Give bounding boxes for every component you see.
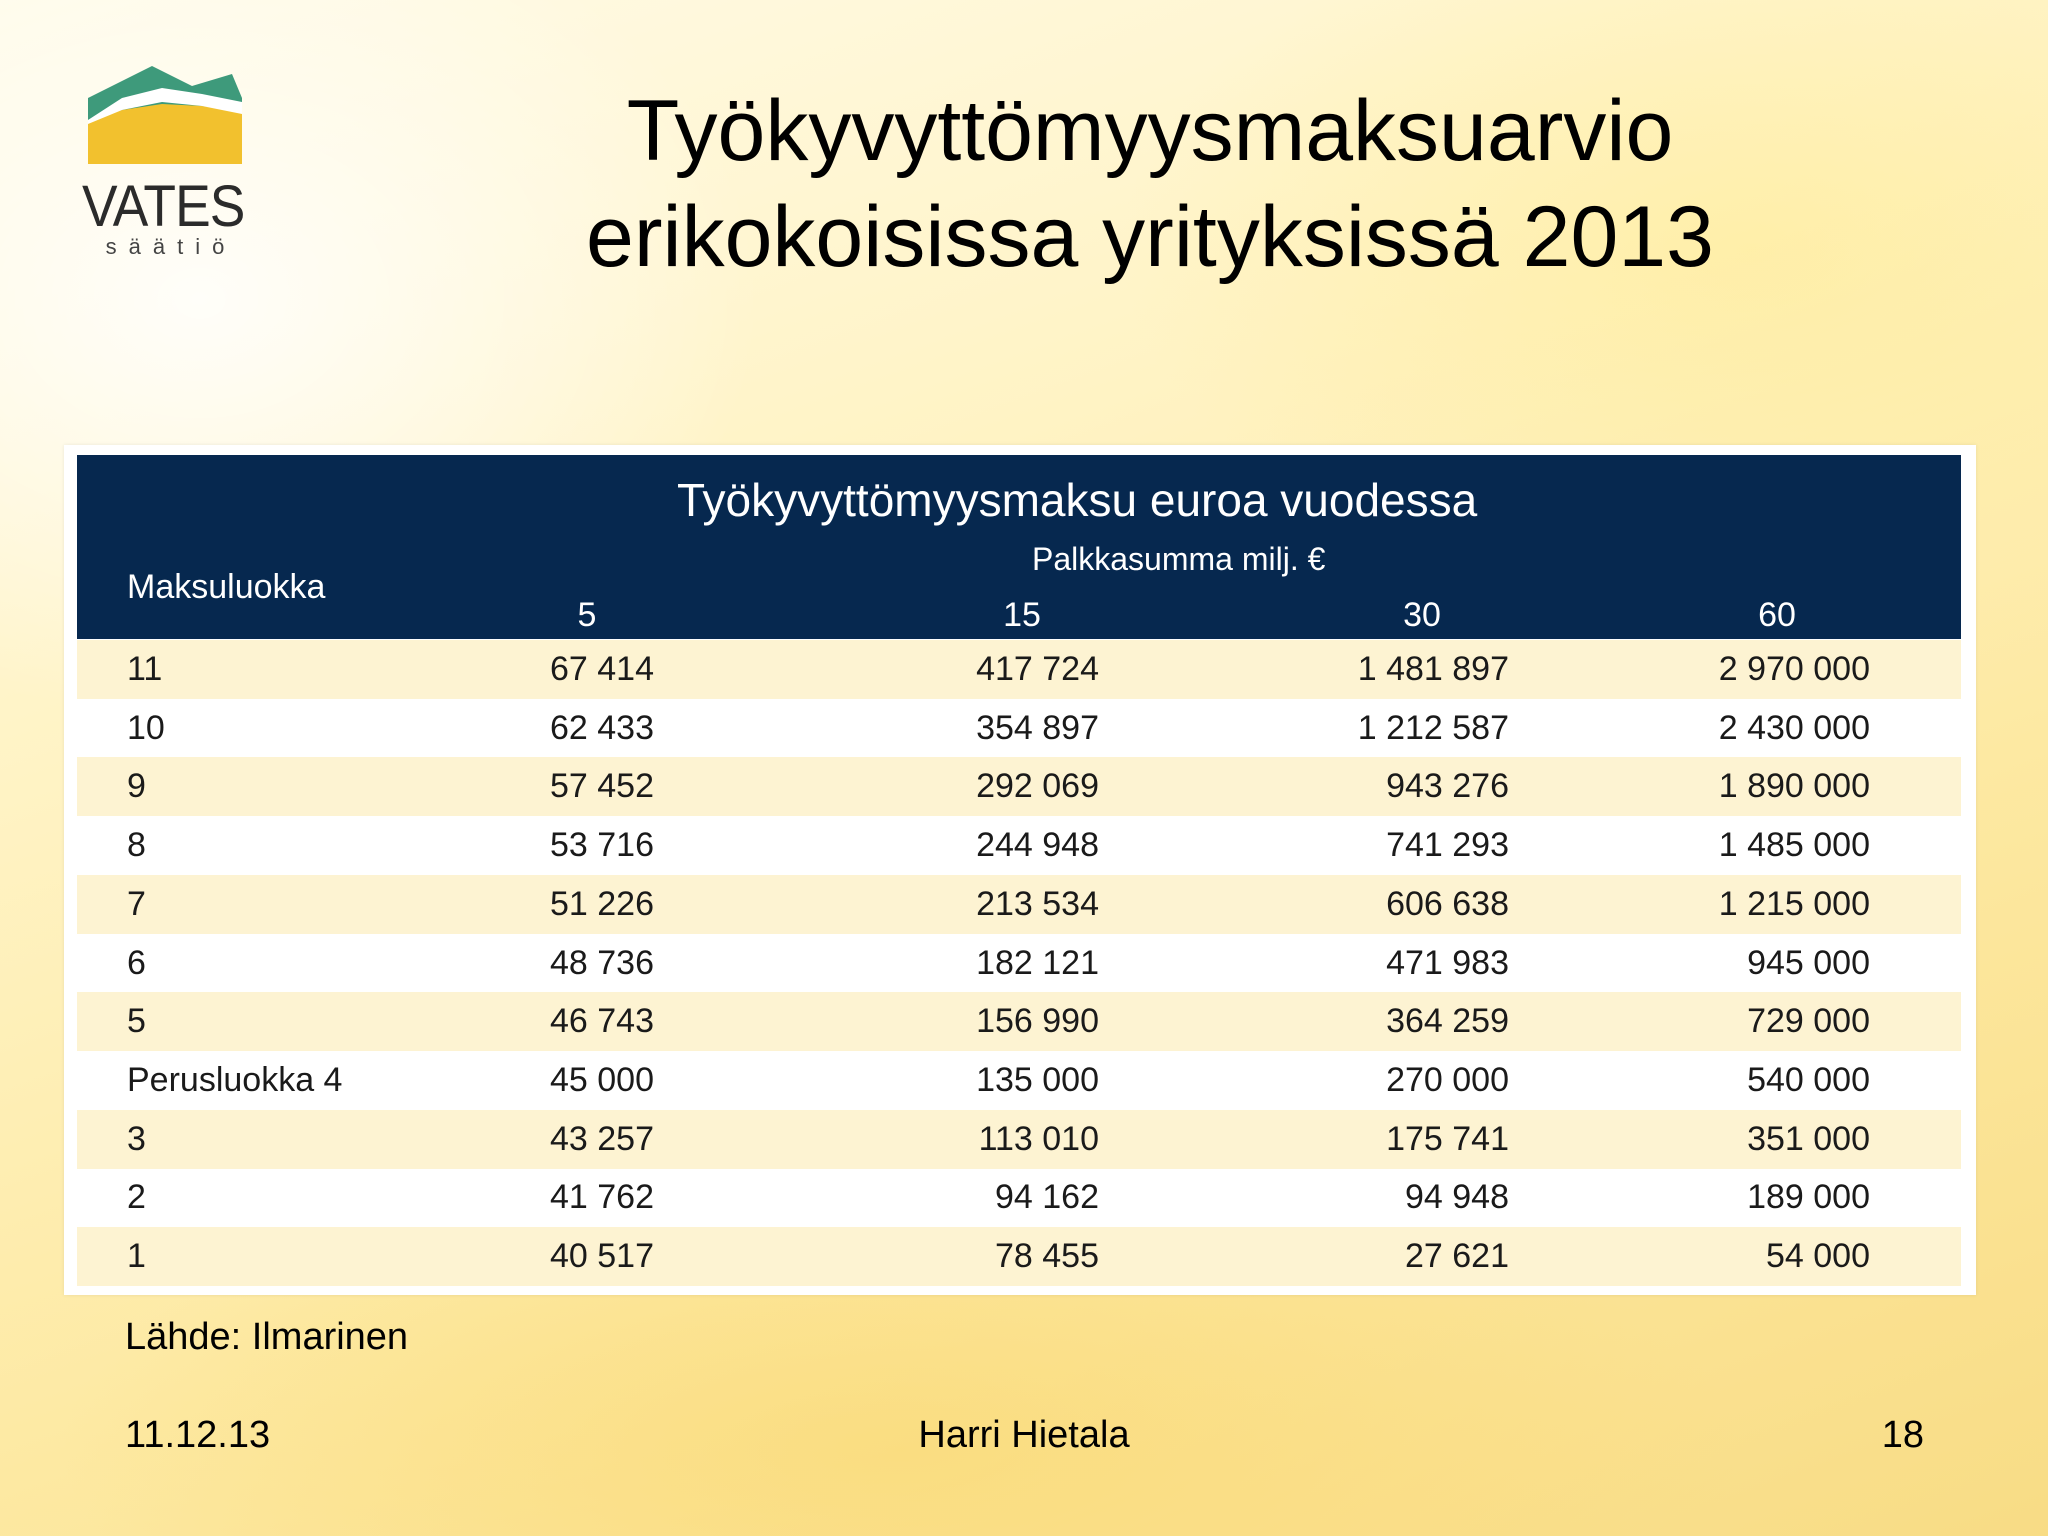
table-cell: 1 212 587 bbox=[1357, 708, 1509, 747]
table-cell: 54 000 bbox=[1766, 1237, 1870, 1275]
table-cell: 417 724 bbox=[976, 650, 1099, 688]
table-cell: 135 000 bbox=[976, 1060, 1099, 1099]
table-cell: 351 000 bbox=[1747, 1119, 1870, 1158]
row-label: 10 bbox=[127, 708, 165, 747]
table-cell: 945 000 bbox=[1747, 943, 1870, 982]
table-cell: 2 970 000 bbox=[1718, 650, 1870, 688]
row-label: 2 bbox=[127, 1178, 146, 1217]
table-cell: 51 226 bbox=[550, 884, 654, 923]
column-header-15: 15 bbox=[1003, 596, 1041, 634]
table-cell: 67 414 bbox=[550, 650, 654, 688]
table-cell: 2 430 000 bbox=[1718, 708, 1870, 747]
table-cell: 540 000 bbox=[1747, 1060, 1870, 1099]
table-cell: 1 215 000 bbox=[1718, 884, 1870, 923]
mountain-sun-icon bbox=[82, 58, 252, 178]
table-heading: Työkyvyttömyysmaksu euroa vuodessa bbox=[677, 474, 1478, 526]
row-label: 3 bbox=[127, 1119, 146, 1158]
payment-table bbox=[64, 445, 1976, 1295]
table-cell: 175 741 bbox=[1386, 1119, 1509, 1158]
slide-title-line-1: Työkyvyttömyysmaksuarvio bbox=[626, 83, 1674, 179]
table-cell: 606 638 bbox=[1386, 884, 1509, 923]
table-row bbox=[77, 992, 1961, 1051]
table-cell: 1 890 000 bbox=[1718, 767, 1870, 806]
table-cell: 354 897 bbox=[976, 708, 1099, 747]
table-cell: 62 433 bbox=[550, 708, 654, 747]
source-note: Lähde: Ilmarinen bbox=[125, 1316, 409, 1358]
column-header-60: 60 bbox=[1758, 596, 1796, 634]
table-row bbox=[77, 1168, 1961, 1227]
table-row bbox=[77, 1227, 1961, 1286]
table-row bbox=[77, 816, 1961, 875]
table-cell: 41 762 bbox=[550, 1178, 654, 1217]
row-label: 8 bbox=[127, 826, 146, 865]
table-cell: 1 481 897 bbox=[1357, 650, 1509, 688]
table-cell: 94 948 bbox=[1405, 1178, 1509, 1217]
row-label: Perusluokka 4 bbox=[127, 1060, 343, 1099]
footer-author: Harri Hietala bbox=[918, 1414, 1130, 1456]
table-cell: 40 517 bbox=[550, 1237, 654, 1275]
table-cell: 48 736 bbox=[550, 943, 654, 982]
table-cell: 27 621 bbox=[1405, 1237, 1509, 1275]
table-row bbox=[77, 757, 1961, 816]
table-row bbox=[77, 875, 1961, 934]
logo-subtitle: säätiö bbox=[105, 234, 237, 259]
table-row bbox=[77, 699, 1961, 758]
table-cell: 43 257 bbox=[550, 1119, 654, 1158]
table-cell: 364 259 bbox=[1386, 1002, 1509, 1041]
table-cell: 113 010 bbox=[978, 1119, 1099, 1158]
table-cell: 189 000 bbox=[1747, 1178, 1870, 1217]
row-label: 9 bbox=[127, 767, 146, 806]
row-label: 1 bbox=[127, 1237, 146, 1275]
table-row bbox=[77, 934, 1961, 993]
slide-title bbox=[430, 78, 1870, 290]
table-row bbox=[77, 1110, 1961, 1169]
table-row bbox=[77, 1051, 1961, 1110]
table-cell: 57 452 bbox=[550, 767, 654, 806]
table-row bbox=[77, 640, 1961, 699]
footer-date: 11.12.13 bbox=[125, 1414, 271, 1456]
table-cell: 46 743 bbox=[550, 1002, 654, 1041]
row-label: 11 bbox=[127, 650, 163, 688]
table-cell: 213 534 bbox=[976, 884, 1099, 923]
page-number: 18 bbox=[1881, 1414, 1924, 1456]
row-label: 6 bbox=[127, 943, 146, 982]
table-cell: 943 276 bbox=[1386, 767, 1509, 806]
table-subheading: Palkkasumma milj. € bbox=[1032, 541, 1326, 577]
column-header-maksuluokka: Maksuluokka bbox=[127, 568, 326, 606]
slide-title-line-2: erikokoisissa yrityksissä 2013 bbox=[586, 189, 1714, 285]
table-cell: 156 990 bbox=[976, 1002, 1099, 1041]
table-cell: 94 162 bbox=[995, 1178, 1099, 1217]
table-cell: 1 485 000 bbox=[1718, 826, 1870, 865]
table-cell: 45 000 bbox=[550, 1060, 654, 1099]
vates-logo bbox=[82, 58, 252, 268]
table-header bbox=[77, 455, 1961, 639]
table-cell: 741 293 bbox=[1386, 826, 1509, 865]
table-cell: 292 069 bbox=[976, 767, 1099, 806]
table-cell: 182 121 bbox=[976, 943, 1099, 982]
row-label: 5 bbox=[127, 1002, 146, 1041]
table-cell: 270 000 bbox=[1386, 1060, 1509, 1099]
row-label: 7 bbox=[127, 884, 146, 923]
table-cell: 729 000 bbox=[1747, 1002, 1870, 1041]
logo-name: VATES bbox=[82, 174, 245, 239]
table-cell: 244 948 bbox=[976, 826, 1099, 865]
column-header-5: 5 bbox=[577, 596, 597, 634]
column-header-30: 30 bbox=[1403, 596, 1441, 634]
table-cell: 53 716 bbox=[550, 826, 654, 865]
table-cell: 471 983 bbox=[1386, 943, 1509, 982]
table-cell: 78 455 bbox=[995, 1237, 1099, 1275]
